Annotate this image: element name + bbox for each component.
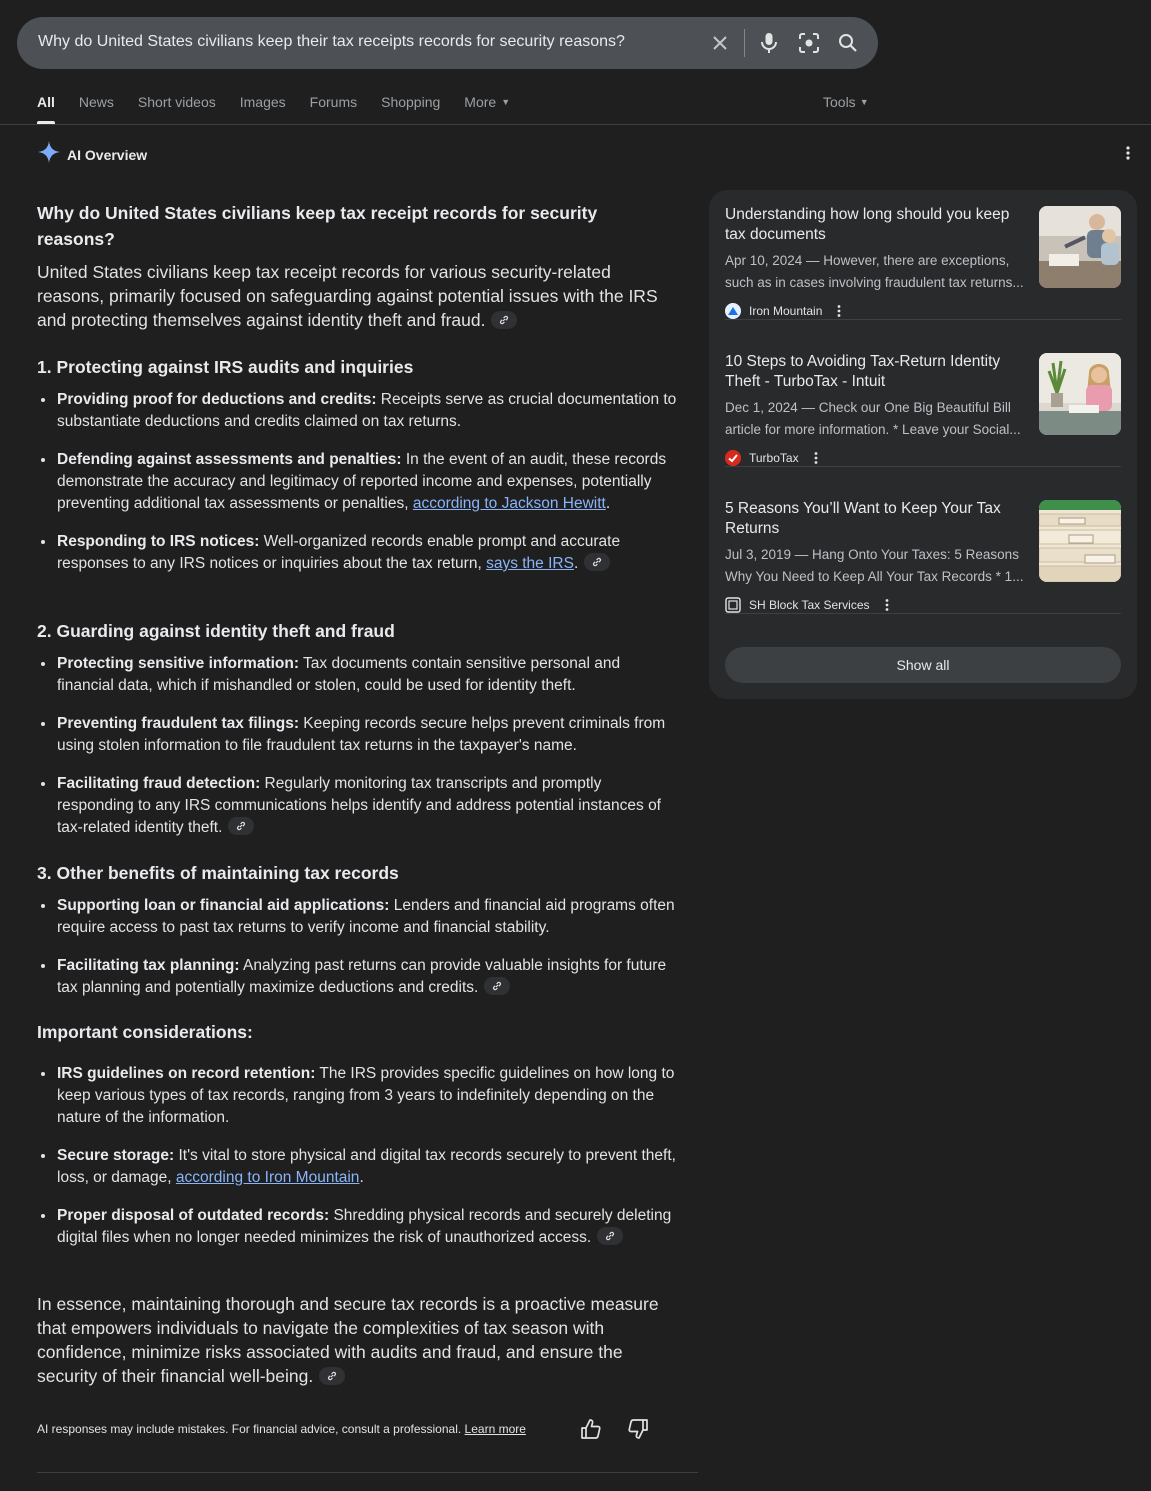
section-heading: Important considerations: [37,1022,253,1042]
card-divider [725,613,1121,614]
section-list [37,1063,677,1249]
item-bold: Responding to IRS notices: [57,533,260,550]
section-heading: 3. Other benefits of maintaining tax records [37,863,399,883]
section-list [37,895,677,999]
sh-block-favicon-icon [725,597,741,613]
more-options-icon[interactable] [1118,144,1138,162]
tab-forums[interactable]: Forums [309,94,358,110]
ai-disclaimer [37,1422,526,1436]
ai-overview-label: AI Overview [67,146,148,163]
bottom-divider [37,1472,698,1473]
source-snippet [725,250,1030,294]
snippet-line: such as in cases involving fraudulent tax returns... [725,275,1024,290]
link-irs[interactable]: says the IRS [486,555,574,572]
tools-button[interactable] [823,94,869,110]
tab-more-label: More [464,94,497,110]
mic-icon[interactable] [757,31,781,55]
search-input[interactable]: Why do United States civilians keep their tax receipts records for security reasons? [38,33,625,50]
thumbs-down-icon[interactable] [627,1418,651,1442]
item-text: The IRS provides specific guidelines on how long to keep various types of tax records, ranging from 3 years to indefinitely depending on the nature of the information. [57,1065,675,1126]
source-thumbnail[interactable] [1039,353,1121,435]
source-site-name: SH Block Tax Services [749,598,870,612]
ai-conclusion [37,1292,677,1388]
link-chip-icon[interactable] [584,553,610,571]
tools-label: Tools [823,94,856,110]
snippet-line: Why You Need to Keep All Your Tax Records * 1... [725,569,1024,584]
caret-down-icon: ▼ [859,97,869,107]
item-text: Tax documents contain sensitive personal and financial data, which if mishandled or stolen, could be used for identity theft. [57,655,621,694]
section-heading: 1. Protecting against IRS audits and inquiries [37,357,414,377]
item-bold: Facilitating tax planning: [57,957,240,974]
item-bold: Preventing fraudulent tax filings: [57,715,299,732]
item-bold: Protecting sensitive information: [57,655,300,672]
ai-intro [37,260,677,332]
list-item [57,1205,677,1249]
link-chip-icon[interactable] [597,1227,623,1245]
tabs-divider [0,124,1151,125]
thumbs-up-icon[interactable] [580,1418,604,1442]
lens-icon[interactable] [797,31,821,55]
item-bold: Defending against assessments and penalties: [57,451,402,468]
search-tabs [37,94,534,124]
tab-all[interactable]: All [37,94,55,124]
sparkle-icon [37,140,61,169]
source-title[interactable]: 5 Reasons You’ll Want to Keep Your Tax Returns [725,500,1001,537]
snippet-line: Jul 3, 2019 — Hang Onto Your Taxes: 5 Reasons [725,547,1019,562]
turbotax-favicon-icon [725,450,741,466]
list-item [57,1063,677,1129]
source-snippet [725,397,1030,441]
item-text: Well-organized records enable prompt and accurate responses to any IRS notices or inquiries about the tax return, [57,533,621,572]
item-text-after: . [573,555,579,572]
ai-question: Why do United States civilians keep tax receipt records for security reasons? [37,203,598,249]
link-chip-icon[interactable] [319,1367,345,1385]
item-bold: Supporting loan or financial aid applications: [57,897,390,914]
item-text: Receipts serve as crucial documentation to substantiate deductions and credits claimed on tax returns. [57,391,677,430]
link-chip-icon[interactable] [484,977,510,995]
source-thumbnail[interactable] [1039,206,1121,288]
list-item [57,1145,677,1189]
list-item [57,531,677,575]
source-thumbnail[interactable] [1039,500,1121,582]
source-site [725,303,844,319]
list-item [57,773,677,839]
caret-down-icon: ▼ [501,97,511,107]
tab-more[interactable] [464,94,510,124]
sources-panel [709,190,1137,699]
show-all-button[interactable]: Show all [725,647,1121,683]
list-item [57,389,677,433]
source-site [725,597,892,613]
ai-intro-text: United States civilians keep tax receipt records for various security-related reasons, primarily focused on safeguarding against potential issues with the IRS and protecting themselves against identity theft and fraud. [37,262,658,330]
tab-images[interactable]: Images [239,94,286,110]
disclaimer-text: AI responses may include mistakes. For financial advice, consult a professional. [37,1422,462,1436]
source-card[interactable] [725,337,1121,467]
search-divider [744,29,745,57]
link-jackson-hewitt[interactable]: according to Jackson Hewitt [412,495,606,512]
tab-shopping[interactable]: Shopping [381,94,441,110]
source-site-name: TurboTax [749,451,799,465]
source-title[interactable]: Understanding how long should you keep tax documents [725,206,1010,243]
search-bar[interactable] [17,17,878,69]
snippet-line: Apr 10, 2024 — However, there are exceptions, [725,253,1010,268]
list-item [57,449,677,515]
item-bold: Proper disposal of outdated records: [57,1207,330,1224]
source-card[interactable] [725,484,1121,614]
item-bold: Secure storage: [57,1147,175,1164]
item-bold: Providing proof for deductions and credits: [57,391,377,408]
link-chip-icon[interactable] [228,817,254,835]
section-list [37,389,677,575]
section-list [37,653,677,839]
tab-news[interactable]: News [78,94,114,110]
snippet-line: Dec 1, 2024 — Check our One Big Beautiful Bill [725,400,1011,415]
item-text: Analyzing past returns can provide valuable insights for future tax planning and potentially maximize deductions and credits. [57,957,667,996]
card-divider [725,319,1121,320]
ai-overview-header [37,140,147,169]
tab-short-videos[interactable]: Short videos [137,94,216,110]
item-bold: IRS guidelines on record retention: [57,1065,316,1082]
more-options-icon[interactable] [811,451,821,465]
item-text: Keeping records secure helps prevent criminals from using stolen information to file fraudulent tax returns in the taxpayer's name. [57,715,666,754]
more-options-icon[interactable] [882,598,892,612]
section-heading: 2. Guarding against identity theft and fraud [37,621,395,641]
source-site-name: Iron Mountain [749,304,823,318]
snippet-line: article for more information. * Leave your Social... [725,422,1021,437]
card-divider [725,466,1121,467]
close-icon[interactable] [708,31,732,55]
iron-mountain-favicon-icon [725,303,741,319]
learn-more-link[interactable]: Learn more [464,1422,526,1436]
source-snippet [725,544,1030,588]
link-chip-icon[interactable] [491,311,517,329]
source-card[interactable] [725,190,1121,320]
item-bold: Facilitating fraud detection: [57,775,261,792]
item-text-after: . [359,1169,364,1186]
item-text-after: . [605,495,611,512]
link-iron-mountain[interactable]: according to Iron Mountain [175,1169,360,1186]
source-site [725,450,821,466]
list-item [57,895,677,939]
item-text: Lenders and financial aid programs often require access to past tax returns to verify income and financial stability. [57,897,675,936]
search-icon[interactable] [836,31,860,55]
item-text: In the event of an audit, these records demonstrate the accuracy and legitimacy of reported income and expenses, potentially preventing additional tax assessments or penalties, [57,451,667,512]
item-text: It's vital to store physical and digital tax records securely to prevent theft, loss, or damage, [57,1147,676,1186]
ai-conclusion-text: In essence, maintaining thorough and secure tax records is a proactive measure that empowers individuals to navigate the complexities of tax season with confidence, minimize risks associated with audits and fraud, and ensure the security of their financial well-being. [37,1294,659,1386]
item-text: Shredding physical records and securely deleting digital files when no longer needed minimizes the risk of unauthorized access. [57,1207,672,1246]
list-item [57,955,677,999]
more-options-icon[interactable] [834,304,844,318]
list-item [57,653,677,697]
item-text: Regularly monitoring tax transcripts and promptly responding to any IRS communications helps identify and address potential instances of tax-related identity theft. [57,775,661,836]
list-item [57,713,677,757]
source-title[interactable]: 10 Steps to Avoiding Tax-Return Identity Theft - TurboTax - Intuit [725,353,1001,390]
